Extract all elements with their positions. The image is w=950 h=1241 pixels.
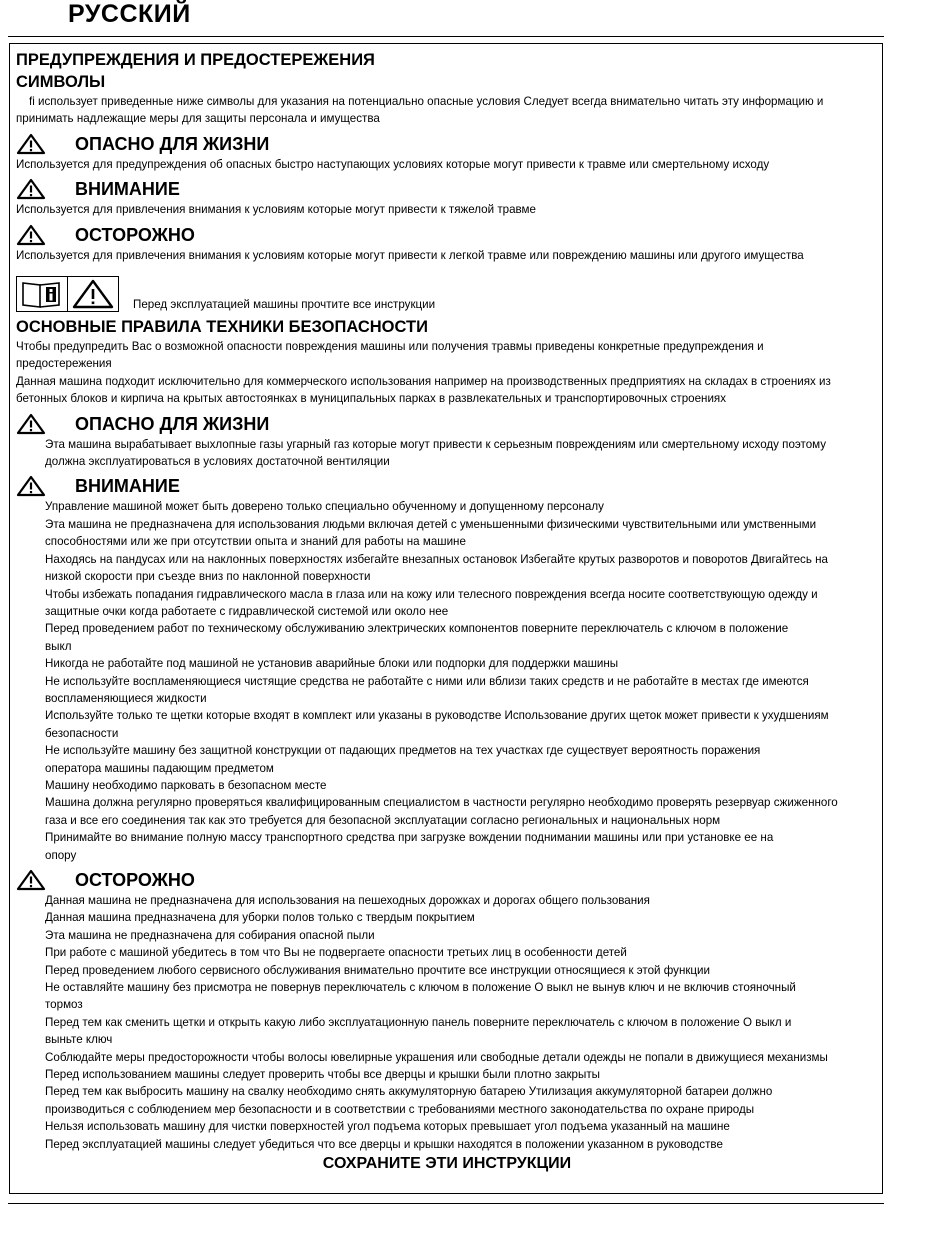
intro-line: Чтобы предупредить Вас о возможной опасности повреждения машины или получения травмы приведены конкретные предупреждения и: [16, 340, 764, 354]
caution-line: Перед тем как выбросить машину на свалку необходимо снять аккумуляторную батарею Утилизация аккумуляторной батареи должно: [45, 1085, 773, 1099]
warning-line: Не используйте воспламеняющиеся чистящие средства не работайте с ними или вблизи таких средств и не работайте в местах где имеются: [45, 674, 809, 688]
intro-line: предостережения: [16, 357, 112, 371]
caution-line: Данная машина не предназначена для использования на пешеходных дорожках и дорогах общего пользования: [45, 894, 650, 907]
symbol-caution-title: ОСТОРОЖНО: [75, 224, 195, 245]
warning-line: безопасности: [45, 726, 119, 740]
intro-line: Данная машина подходит исключительно для коммерческого использования например на производственных предприятиях на складах в строениях из: [16, 374, 831, 388]
symbol-caution: [16, 223, 878, 247]
symbols-intro-line-1: fi использует приведенные ниже символы для указания на потенциально опасные условия Следует всегда внимательно читать эту информацию и: [29, 95, 824, 108]
warning-line: газа и все его соединения так как это требуется для безопасной эксплуатации согласно региональных и национальных норм: [45, 813, 721, 827]
document-body: [16, 49, 878, 1173]
rules-danger-title: ОПАСНО ДЛЯ ЖИЗНИ: [75, 413, 270, 434]
caution-line: Перед эксплуатацией машины следует убедиться что все дверцы и крышки находятся в положении указанном в руководстве: [45, 1137, 723, 1151]
caution-line: Перед использованием машины следует проверить чтобы все дверцы и крышки были плотно закрыты: [45, 1068, 600, 1082]
warning-line: Никогда не работайте под машиной не установив аварийные блоки или подпорки для поддержки машины: [45, 657, 619, 671]
warning-triangle-icon: [16, 413, 46, 435]
page-title: ПРЕДУПРЕЖДЕНИЯ И ПРЕДОСТЕРЕЖЕНИЯ: [16, 51, 375, 69]
symbols-intro: [16, 93, 878, 128]
warning-line: Находясь на пандусах или на наклонных поверхностях избегайте внезапных остановок Избегайте крутых разворотов и поворотов Двигайтесь на: [45, 552, 828, 566]
warning-triangle-icon: [68, 277, 118, 311]
danger-line: должна эксплуатироваться в условиях достаточной вентиляции: [45, 455, 390, 469]
rules-warning-title: ВНИМАНИЕ: [75, 476, 180, 497]
warning-line: Машину необходимо парковать в безопасном месте: [45, 778, 327, 792]
warning-line: низкой скорости при съезде вниз по наклонной поверхности: [45, 570, 371, 584]
rules-danger: [16, 412, 878, 436]
caution-line: Соблюдайте меры предосторожности чтобы волосы ювелирные украшения или свободные детали одежды не попали в движущиеся механизмы: [45, 1050, 828, 1064]
safety-rules-heading: ОСНОВНЫЕ ПРАВИЛА ТЕХНИКИ БЕЗОПАСНОСТИ: [16, 318, 428, 337]
book-info-icon: [17, 277, 67, 311]
caution-line: производиться с соблюдением мер безопасности и в соответствии с требованиями местного законодательства по охране природы: [45, 1102, 755, 1116]
read-manual-text: Перед эксплуатацией машины прочтите все инструкции: [133, 298, 436, 312]
symbol-danger: [16, 132, 878, 156]
rules-warning: [16, 474, 878, 498]
warning-line: Машина должна регулярно проверяться квалифицированным специалистом в частности регулярно необходимо проверять резервуар сжиженного: [45, 796, 838, 810]
rules-danger-text: [16, 436, 878, 471]
caution-line: При работе с машиной убедитесь в том что Вы не подвергаете опасности третьих лиц в особенности детей: [45, 946, 627, 960]
read-manual-row: [16, 272, 878, 312]
warning-line: способностями или же при отсутствии опыта и знаний для работы на машине: [45, 535, 466, 549]
read-manual-symbol: [16, 276, 119, 312]
danger-line: Эта машина вырабатывает выхлопные газы угарный газ которые могут привести к серьезным повреждениям или смертельному исходу поэтому: [45, 437, 827, 451]
warning-line: Эта машина не предназначена для использования людьми включая детей с уменьшенными физическими чувствительными или умственными: [45, 517, 817, 531]
symbol-caution-text: Используется для привлечения внимания к условиям которые могут привести к легкой травме или повреждению машины или другого имущества: [16, 248, 804, 262]
warning-line: воспламеняющиеся жидкости: [45, 691, 207, 705]
caution-line: Перед тем как сменить щетки и открыть какую либо эксплуатационную панель поверните переключатель с ключом в положение O выкл и: [45, 1015, 792, 1029]
warning-line: защитные очки когда работаете с гидравлической системой или около нее: [45, 604, 449, 618]
language-heading: РУССКИЙ: [68, 0, 191, 28]
symbols-heading: СИМВОЛЫ: [16, 73, 106, 91]
safety-rules-intro: [16, 338, 878, 408]
rules-caution-text: [16, 892, 878, 1153]
warning-line: Перед проведением работ по техническому обслуживанию электрических компонентов поверните переключатель с ключом в положение: [45, 622, 789, 636]
bottom-divider: [8, 1203, 884, 1204]
warning-line: Не используйте машину без защитной конструкции от падающих предметов на тех участках где существует вероятность поражения: [45, 744, 761, 758]
rules-caution-title: ОСТОРОЖНО: [75, 870, 195, 890]
caution-line: тормоз: [45, 998, 83, 1012]
warning-triangle-icon: [16, 178, 46, 200]
warning-line: Принимайте во внимание полную массу транспортного средства при загрузке вождении поднимании машины или при установке ее на: [45, 831, 774, 845]
save-instructions-heading: СОХРАНИТЕ ЭТИ ИНСТРУКЦИИ: [322, 1155, 572, 1173]
intro-line: бетонных блоков и кирпича на крытых автостоянках в муниципальных парках в развлекательных и транспортировочных строениях: [16, 392, 727, 406]
caution-line: Нельзя использовать машину для чистки поверхностей угол подъема которых превышает угол подъема указанный на машине: [45, 1120, 730, 1134]
caution-line: Данная машина предназначена для уборки полов только с твердым покрытием: [45, 911, 475, 925]
warning-line: выкл: [45, 639, 72, 653]
warning-line: опору: [45, 848, 77, 862]
warning-line: Управление машиной может быть доверено только специально обученному и допущенному персоналу: [45, 500, 604, 514]
rules-warning-text: [16, 498, 878, 864]
symbol-danger-text: Используется для предупреждения об опасных быстро наступающих условиях которые могут привести к травме или смертельному исходу: [16, 157, 770, 171]
symbol-warning-title: ВНИМАНИЕ: [75, 179, 180, 200]
warning-triangle-icon: [16, 133, 46, 155]
symbol-warning-text: Используется для привлечения внимания к условиям которые могут привести к тяжелой травме: [16, 203, 536, 217]
caution-line: Перед проведением любого сервисного обслуживания внимательно прочтите все инструкции относящиеся к этой функции: [45, 963, 711, 977]
symbol-danger-title: ОПАСНО ДЛЯ ЖИЗНИ: [75, 133, 270, 154]
warning-triangle-icon: [16, 869, 46, 891]
warning-line: оператора машины падающим предметом: [45, 761, 274, 775]
rules-caution: [16, 868, 878, 892]
warning-triangle-icon: [16, 475, 46, 497]
warning-line: Используйте только те щетки которые входят в комплект или указаны в руководстве Использование других щеток может привести к ухудшениям: [45, 709, 829, 723]
caution-line: выньте ключ: [45, 1033, 113, 1047]
caution-line: Эта машина не предназначена для собирания опасной пыли: [45, 928, 375, 942]
warning-triangle-icon: [16, 224, 46, 246]
symbols-intro-line-2: принимать надлежащие меры для защиты персонала и имущества: [16, 112, 380, 126]
symbol-warning: [16, 177, 878, 201]
warning-line: Чтобы избежать попадания гидравлического масла в глаза или на кожу или телесного повреждения всегда носите соответствующую одежду и: [45, 587, 818, 601]
caution-line: Не оставляйте машину без присмотра не повернув переключатель с ключом в положение O выкл не вынув ключ и не включив стояночный: [45, 981, 796, 995]
top-divider: [8, 36, 884, 37]
